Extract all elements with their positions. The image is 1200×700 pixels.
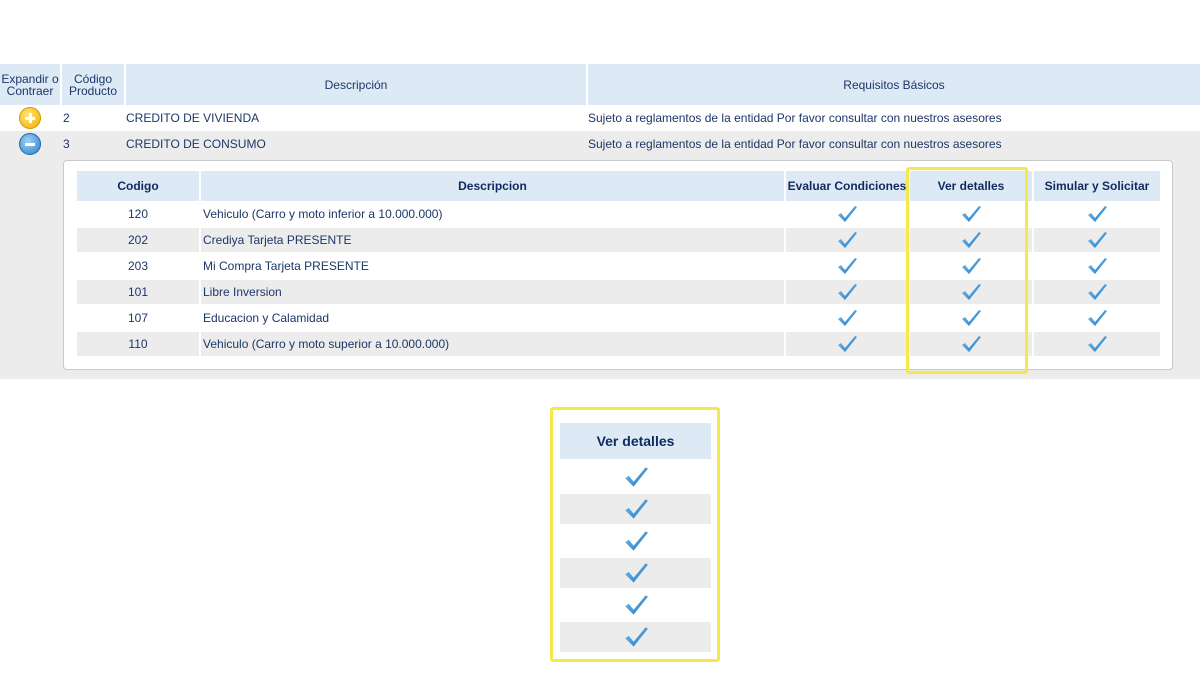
sub-code: 107 [127,311,149,325]
header-product-code: Código Producto [62,64,124,105]
table-row [77,253,1161,279]
zoom-row [560,622,711,652]
header-evaluar-condiciones: Evaluar Condiciones [786,171,908,201]
header-ver-detalles: Ver detalles [910,171,1032,201]
zoom-row [560,494,711,524]
table-row [77,279,1161,305]
expand-plus-icon[interactable] [19,107,41,129]
collapse-minus-icon[interactable] [19,133,41,155]
product-requirements: Sujeto a reglamentos de la entidad Por favor consultar con nuestros asesores [588,137,1002,151]
details-checkmark-icon[interactable] [960,308,982,328]
details-checkmark-icon[interactable] [960,256,982,276]
evaluate-checkmark-icon[interactable] [836,308,858,328]
table-row [0,105,1200,131]
table-row [77,201,1161,227]
checkmark-icon[interactable] [622,465,650,489]
checkmark-icon[interactable] [622,561,650,585]
sub-description: Libre Inversion [201,280,784,304]
products-table-header [0,64,1200,105]
sub-code: 203 [127,259,149,273]
product-requirements: Sujeto a reglamentos de la entidad Por favor consultar con nuestros asesores [588,111,1002,125]
sub-description: Educacion y Calamidad [203,311,330,325]
product-description: CREDITO DE CONSUMO [126,137,266,151]
sub-code: 202 [77,228,199,252]
product-description: CREDITO DE VIVIENDA [126,111,260,125]
expanded-row-container [0,157,1200,379]
header-expand: Expandir o Contraer [0,64,60,105]
simulate-checkmark-icon[interactable] [1086,282,1108,302]
sub-description: Vehiculo (Carro y moto inferior a 10.000.000) [203,207,443,221]
zoom-row [560,558,711,588]
details-checkmark-icon[interactable] [960,230,982,250]
checkmark-icon[interactable] [622,497,650,521]
sub-code: 120 [127,207,149,221]
details-checkmark-icon[interactable] [960,282,982,302]
sub-description: Crediya Tarjeta PRESENTE [201,228,784,252]
header-descripcion: Descripcion [201,171,784,201]
simulate-checkmark-icon[interactable] [1086,204,1108,224]
evaluate-checkmark-icon[interactable] [836,282,858,302]
details-checkmark-icon[interactable] [960,204,982,224]
sub-description: Mi Compra Tarjeta PRESENTE [203,259,369,273]
products-table [0,64,1200,379]
evaluate-checkmark-icon[interactable] [836,334,858,354]
header-description: Descripción [126,64,586,105]
zoom-header-ver-detalles: Ver detalles [560,423,711,459]
checkmark-icon[interactable] [622,529,650,553]
header-simular-solicitar: Simular y Solicitar [1034,171,1160,201]
ver-detalles-zoom-callout [550,407,720,662]
checkmark-icon[interactable] [622,593,650,617]
sub-description: Vehiculo (Carro y moto superior a 10.000.000) [201,332,784,356]
zoom-row [560,590,711,620]
zoom-row [560,526,711,556]
subproducts-panel [63,160,1173,370]
simulate-checkmark-icon[interactable] [1086,256,1108,276]
simulate-checkmark-icon[interactable] [1086,230,1108,250]
subproducts-header [77,171,1161,201]
checkmark-icon[interactable] [622,625,650,649]
evaluate-checkmark-icon[interactable] [836,204,858,224]
product-code: 3 [63,137,70,151]
table-row [0,131,1200,157]
product-code: 2 [63,111,70,125]
table-row [77,305,1161,331]
simulate-checkmark-icon[interactable] [1086,308,1108,328]
subproducts-table [77,171,1161,357]
header-codigo: Codigo [77,171,199,201]
table-row [77,227,1161,253]
details-checkmark-icon[interactable] [960,334,982,354]
evaluate-checkmark-icon[interactable] [836,256,858,276]
evaluate-checkmark-icon[interactable] [836,230,858,250]
sub-code: 110 [77,332,199,356]
header-requirements: Requisitos Básicos [588,64,1200,105]
table-row [77,331,1161,357]
zoom-row [560,462,711,492]
simulate-checkmark-icon[interactable] [1086,334,1108,354]
sub-code: 101 [77,280,199,304]
